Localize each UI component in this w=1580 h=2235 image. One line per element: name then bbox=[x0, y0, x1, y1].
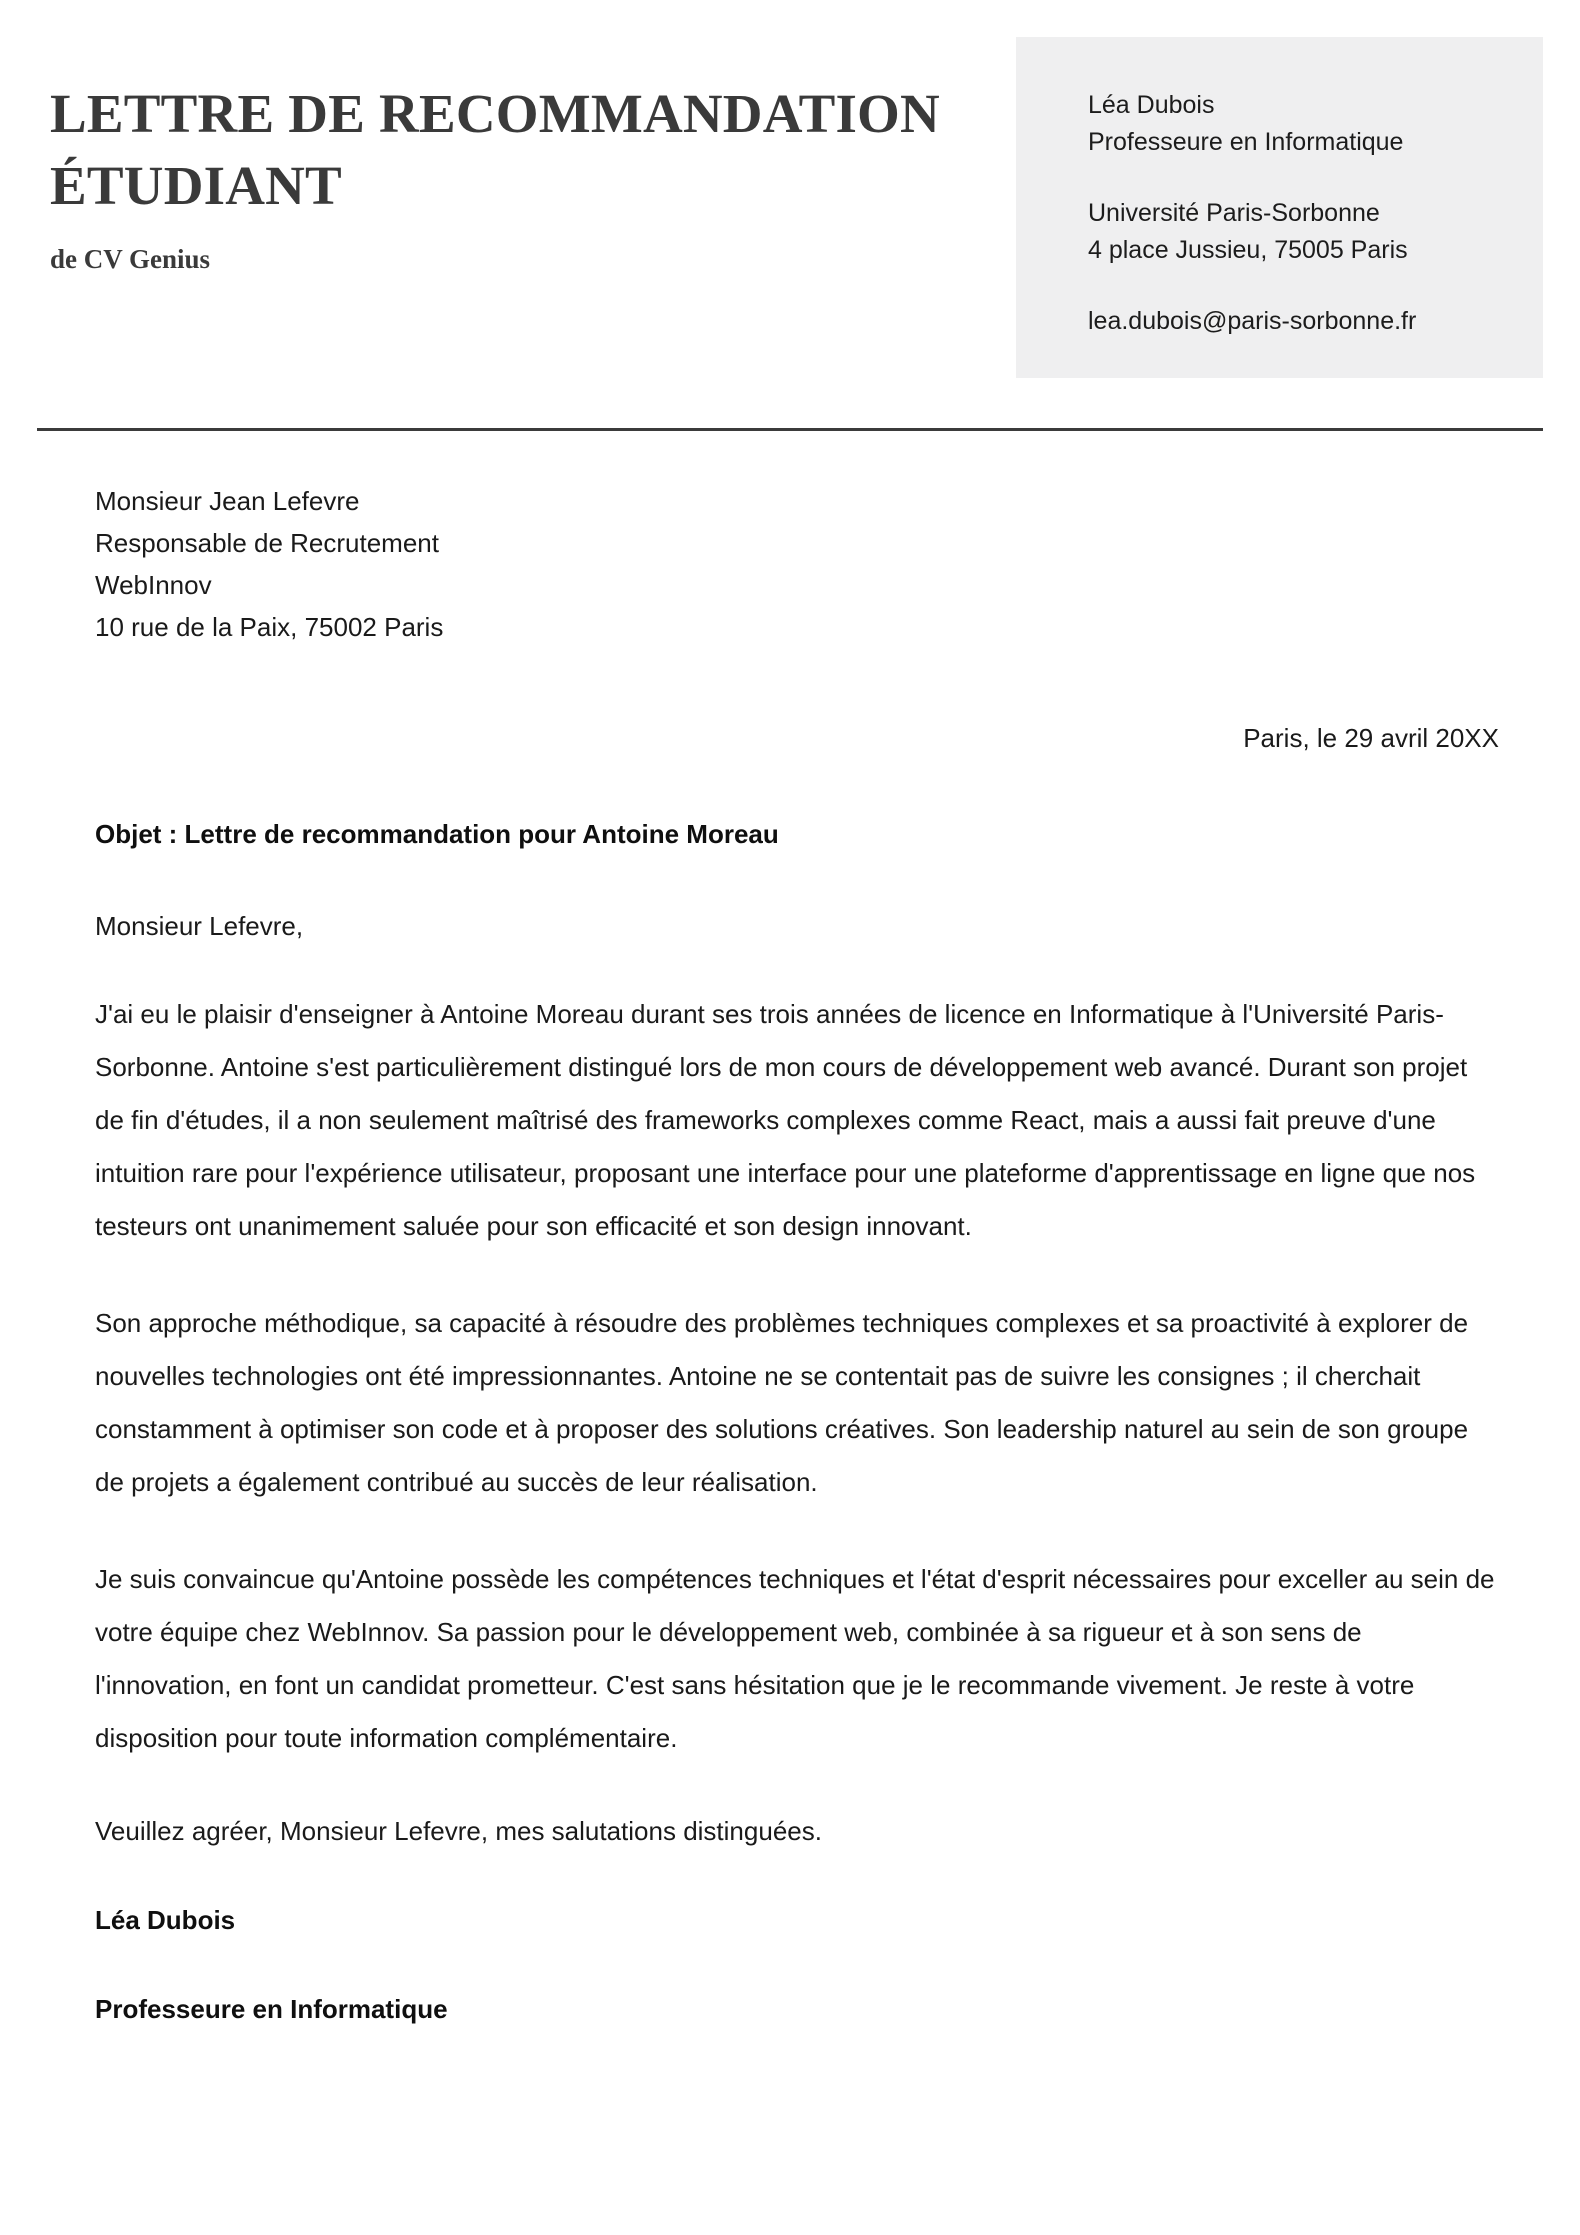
title-block bbox=[50, 78, 1000, 278]
letterhead-header bbox=[0, 0, 1580, 430]
contact-spacer-1 bbox=[1088, 161, 1543, 195]
recipient-name: Monsieur Jean Lefevre bbox=[95, 486, 360, 516]
sender-organization: Université Paris-Sorbonne bbox=[1088, 199, 1380, 227]
body-paragraph-3: Je suis convaincue qu'Antoine possède les compétences techniques et l'état d'esprit nécessaires pour exceller au sein de votre équipe chez WebInnov. Sa passion pour le développement web, combinée à sa rigueur et à son sens de l'innovation, en font un candidat prometteur. C'est sans hésitation que je le recommande vivement. Je reste à votre disposition pour toute information complémentaire. bbox=[95, 1564, 1495, 1753]
date-line: Paris, le 29 avril 20XX bbox=[1243, 723, 1499, 753]
sender-contact-box bbox=[1016, 37, 1543, 378]
sender-address: 4 place Jussieu, 75005 Paris bbox=[1088, 236, 1408, 264]
letter-body bbox=[95, 480, 1499, 2027]
body-paragraph-1: J'ai eu le plaisir d'enseigner à Antoine Moreau durant ses trois années de licence en Informatique à l'Université Paris-Sorbonne. Antoine s'est particulièrement distingué lors de mon cours de développement web avancé. Durant son projet de fin d'études, il a non seulement maîtrisé des frameworks complexes comme React, mais a aussi fait preuve d'une intuition rare pour l'expérience utilisateur, proposant une interface pour une plateforme d'apprentissage en ligne que nos testeurs ont unanimement saluée pour son efficacité et son design innovant. bbox=[95, 999, 1476, 1241]
signature-title: Professeure en Informatique bbox=[95, 1994, 448, 2024]
body-paragraph-2: Son approche méthodique, sa capacité à résoudre des problèmes techniques complexes et sa proactivité à explorer de nouvelles technologies ont été impressionnantes. Antoine ne se contentait pas de suivre les consignes ; il cherchait constamment à optimiser son code et à proposer des solutions créatives. Son leadership naturel au sein de son groupe de projets a également contribué au succès de leur réalisation. bbox=[95, 1308, 1469, 1497]
recipient-block bbox=[95, 480, 1499, 648]
signature-name: Léa Dubois bbox=[95, 1905, 236, 1935]
header-divider bbox=[37, 428, 1543, 431]
recipient-address: 10 rue de la Paix, 75002 Paris bbox=[95, 612, 444, 642]
recipient-role: Responsable de Recrutement bbox=[95, 528, 439, 558]
page-title: LETTRE DE RECOMMANDATION ÉTUDIANT bbox=[50, 83, 940, 216]
page-subtitle: de CV Genius bbox=[50, 244, 211, 274]
sender-role: Professeure en Informatique bbox=[1088, 128, 1404, 156]
sender-name: Léa Dubois bbox=[1088, 91, 1215, 119]
contact-spacer-2 bbox=[1088, 269, 1543, 303]
sender-email: lea.dubois@paris-sorbonne.fr bbox=[1088, 307, 1417, 335]
salutation: Monsieur Lefevre, bbox=[95, 911, 304, 941]
closing-line: Veuillez agréer, Monsieur Lefevre, mes salutations distinguées. bbox=[95, 1816, 822, 1846]
subject-line: Objet : Lettre de recommandation pour Antoine Moreau bbox=[95, 819, 779, 849]
recipient-company: WebInnov bbox=[95, 570, 212, 600]
